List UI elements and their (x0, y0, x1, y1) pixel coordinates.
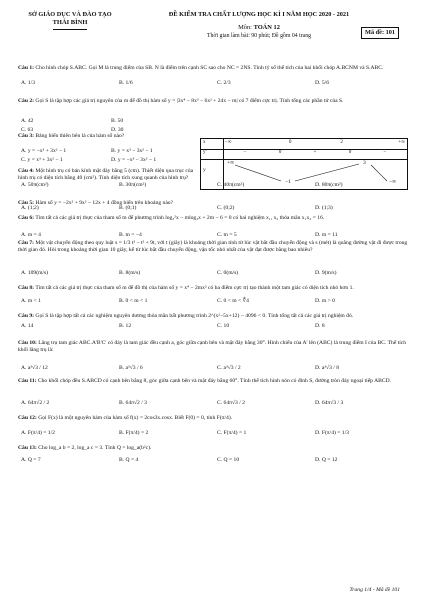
question-label: Câu 10: (18, 340, 37, 346)
question-text: Gọi S là tập hợp các giá trị nguyên của m để đồ thị hàm số y = |3x⁴ − 8x³ − 6x² + 24x − m| có 7 điểm cực trị. Tính tổng các phần tử của S. (35, 98, 344, 104)
question-label: Câu 7: (18, 240, 35, 246)
answer-option[interactable]: C. a³√3 / 2 (217, 365, 241, 371)
question-label: Câu 12: (18, 415, 37, 421)
answer-option[interactable]: A. 14 (21, 323, 34, 329)
answer-option[interactable]: A. m = 4 (21, 232, 41, 238)
answer-option[interactable]: A. F(π/4) = 1/2 (21, 430, 55, 436)
question-8 (18, 285, 410, 292)
exam-title: ĐỀ KIỂM TRA CHẤT LƯỢNG HỌC KÌ I NĂM HỌC 2020 - 2021 (168, 11, 350, 18)
answer-option[interactable]: A. 42 (21, 118, 34, 124)
question-1 (18, 65, 410, 72)
question-text: Gọi S là tập hợp tất cả các nghiệm nguyên dương thỏa mãn bất phương trình 2^(x²−5x+12) − 4096 < 0. Tính tổng tất cả các giá trị nghiệm đó. (35, 313, 354, 319)
answer-option[interactable]: B. F(π/4) = 2 (119, 430, 149, 436)
answer-option[interactable]: B. 8(m/s) (119, 270, 141, 276)
question-label: Câu 4: (18, 168, 35, 174)
answer-option[interactable]: C. 0(m/s) (217, 270, 239, 276)
answer-option[interactable]: A. 109(m/s) (21, 270, 49, 276)
answer-option[interactable]: A. a³√3 / 12 (21, 365, 48, 371)
answer-option[interactable]: D. F(π/4) = 1/3 (315, 430, 349, 436)
answer-option[interactable]: B. 30π(cm²) (119, 182, 147, 188)
question-7 (18, 240, 410, 255)
answer-option[interactable]: B. 50 (111, 118, 124, 124)
question-6 (18, 215, 410, 222)
answer-option[interactable]: A. 50π(cm²) (21, 182, 49, 188)
answer-options (18, 270, 410, 277)
question-11 (18, 378, 410, 385)
question-9 (18, 313, 410, 320)
variation-arrows (201, 139, 407, 189)
answer-option[interactable]: C. 64π√3 / 2 (217, 400, 245, 406)
answer-options (18, 298, 410, 305)
question-text: Tìm tất cả các giá trị thực của tham số m để phương trình log₃²x − mlog₃x + 2m − 6 = 0 có hai nghiệm x₁, x₂ thỏa mãn x₁x₂ = 16. (35, 215, 325, 221)
answer-option[interactable]: C. 40π(cm²) (217, 182, 245, 188)
page-footer: Trang 1/4 - Mã đề 101 (349, 586, 400, 593)
answer-option[interactable]: D. Q = 12 (315, 457, 338, 463)
answer-options (18, 205, 410, 212)
question-text: Một vật chuyển động theo quy luật s = 1/3 t³ − t² + 9t, với t (giây) là khoảng thời gian tính từ lúc vật bắt đầu chuyển động và s (mét) là quãng đường vật đi được trong thời gian đó. Hỏi trong khoảng thời gian 10 giây, kể từ lúc bắt đầu chuyển động, vận tốc nhỏ nhất của vật đạt được bằng bao nhiêu? (18, 240, 408, 254)
question-label: Câu 2: (18, 98, 35, 104)
answer-option[interactable]: B. a³√3 / 6 (119, 365, 143, 371)
question-text: Cho hình chóp S.ABC. Gọi M là trung điểm của SB. N là điểm trên cạnh SC sao cho NC = 2NS. Tính tỷ số thể tích của hai khối chóp A.BCNM và S.ABC. (35, 65, 384, 71)
answer-options (18, 80, 410, 87)
subject-name: TOÁN 12 (253, 24, 280, 32)
question-label: Câu 1: (18, 65, 35, 71)
answer-option[interactable]: C. 2/3 (217, 80, 231, 86)
question-label: Câu 9: (18, 313, 35, 319)
answer-option[interactable]: D. m > 0 (315, 298, 335, 304)
subject-label: Môn: (238, 24, 252, 32)
answer-option[interactable]: B. 1/6 (119, 80, 133, 86)
subject-line (128, 24, 390, 32)
answer-option[interactable]: C. 10 (217, 323, 230, 329)
answer-option[interactable]: C. 63 (21, 127, 34, 133)
department-header (20, 11, 120, 30)
answer-options (18, 323, 410, 330)
answer-option[interactable]: C. F(π/4) = 1 (217, 430, 247, 436)
answer-option[interactable]: C. m = 5 (217, 232, 237, 238)
answer-option[interactable]: D. 30 (111, 127, 124, 133)
question-10 (18, 340, 410, 355)
answer-option[interactable]: D. y = −x³ − 3x² − 1 (111, 157, 157, 163)
answer-option[interactable]: C. y = x³ + 3x² − 1 (21, 157, 63, 163)
department-name: SỞ GIÁO DỤC VÀ ĐÀO TẠO (28, 11, 112, 18)
table-row: y' − 0 + 0 − (201, 149, 407, 160)
answer-option[interactable]: A. 64π√2 / 2 (21, 400, 50, 406)
table-row: x −∞ 0 2 +∞ (201, 139, 407, 150)
question-3 (18, 133, 198, 140)
exam-code-box: Mã đề: 101 (361, 27, 399, 39)
answer-options (18, 430, 410, 437)
answer-option[interactable]: D. a³√3 / 8 (315, 365, 340, 371)
question-label: Câu 8: (18, 285, 35, 291)
answer-options (18, 365, 410, 372)
answer-option[interactable]: B. Q = 4 (119, 457, 139, 463)
answer-option[interactable]: C. Q = 10 (217, 457, 240, 463)
answer-option[interactable]: D. (1;3) (315, 205, 333, 211)
answer-option[interactable]: B. y = x³ − 3x² − 1 (111, 148, 153, 154)
answer-option[interactable]: B. m = −4 (119, 232, 142, 238)
answer-option[interactable]: A. (1;2) (21, 205, 39, 211)
question-12 (18, 415, 410, 422)
variation-table: x −∞ 0 2 +∞ y' − 0 + 0 − y +∞ 3 −1 −∞ (200, 138, 408, 190)
answer-options (18, 148, 198, 155)
answer-option[interactable]: D. 8 (315, 323, 325, 329)
question-label: Câu 11: (18, 378, 37, 384)
answer-option[interactable]: A. 1/3 (21, 80, 35, 86)
answer-options (18, 157, 198, 164)
question-text: Một hình trụ có bán kính mặt đáy bằng 5 (cm). Thiết diện qua trục của hình trụ có diện tích bằng 40 (cm²). Tính diện tích xung quanh của hình trụ? (18, 168, 194, 182)
question-4 (18, 168, 198, 183)
question-label: Câu 6: (18, 215, 35, 221)
answer-option[interactable]: D. 64π√3 / 3 (315, 400, 344, 406)
answer-option[interactable]: D. 5/6 (315, 80, 329, 86)
question-text: Bảng biến thiên bên là của hàm số nào? (35, 133, 125, 139)
question-label: Câu 13: (18, 445, 37, 451)
answer-option[interactable]: D. 80π(cm²) (315, 182, 343, 188)
answer-option[interactable]: D. 9(m/s) (315, 270, 337, 276)
question-text: Gọi F(x) là một nguyên hàm của hàm số f(x) = 2cos3x.cosx. Biết F(0) = 0, tính F(π/4). (38, 415, 233, 421)
question-text: Cho khối chóp đều S.ABCD có cạnh bên bằng 8, góc giữa cạnh bên và mặt đáy bằng 60°. Tính thể tích hình nón có đỉnh S, đường tròn đáy ngoại tiếp ABCD. (37, 378, 392, 384)
question-text: Tìm tất cả các giá trị thực của tham số m để đồ thị của hàm số y = x⁴ − 2mx² có ba điểm cực trị tạo thành một tam giác có diện tích nhỏ hơn 1. (35, 285, 354, 291)
answer-option[interactable]: D. m = 11 (315, 232, 338, 238)
question-label: Câu 3: (18, 133, 35, 139)
answer-option[interactable]: C. (0;2) (217, 205, 235, 211)
question-text: Cho log_a b = 2, log_a c = 3. Tính Q = log_a(b²c). (38, 445, 152, 451)
question-label: Câu 5: (18, 200, 35, 206)
answer-option[interactable]: B. 64π√2 / 3 (119, 400, 147, 406)
answer-option[interactable]: B. 0 < m < 1 (119, 298, 148, 304)
answer-options (18, 232, 410, 239)
answer-options (18, 118, 198, 125)
answer-option[interactable]: A. m < 1 (21, 298, 41, 304)
province-name: THÁI BÌNH (53, 19, 88, 29)
answer-option[interactable]: A. y = −x³ + 3x² − 1 (21, 148, 67, 154)
answer-option[interactable]: A. Q = 7 (21, 457, 41, 463)
answer-options (18, 457, 410, 464)
answer-option[interactable]: C. 0 < m < ∜4 (217, 298, 249, 304)
question-text: Hàm số y = −2x³ + 9x² − 12x + 4 đồng biến trên khoảng nào? (35, 200, 174, 206)
time-line: Thời gian làm bài: 90 phút; Đề gồm 04 trang (206, 32, 311, 39)
answer-option[interactable]: B. (0;1) (119, 205, 137, 211)
exam-header (128, 11, 390, 40)
answer-option[interactable]: B. 12 (119, 323, 132, 329)
question-text: Lăng trụ tam giác ABC.A'B'C' có đáy là tam giác đều cạnh a, góc giữa cạnh bên và mặt đáy bằng 30°. Hình chiếu của A' lên (ABC) là trung điểm I của BC. Thể tích khối lăng trụ là: (18, 340, 407, 354)
question-13 (18, 445, 410, 452)
question-2 (18, 98, 410, 105)
answer-options (18, 400, 410, 407)
